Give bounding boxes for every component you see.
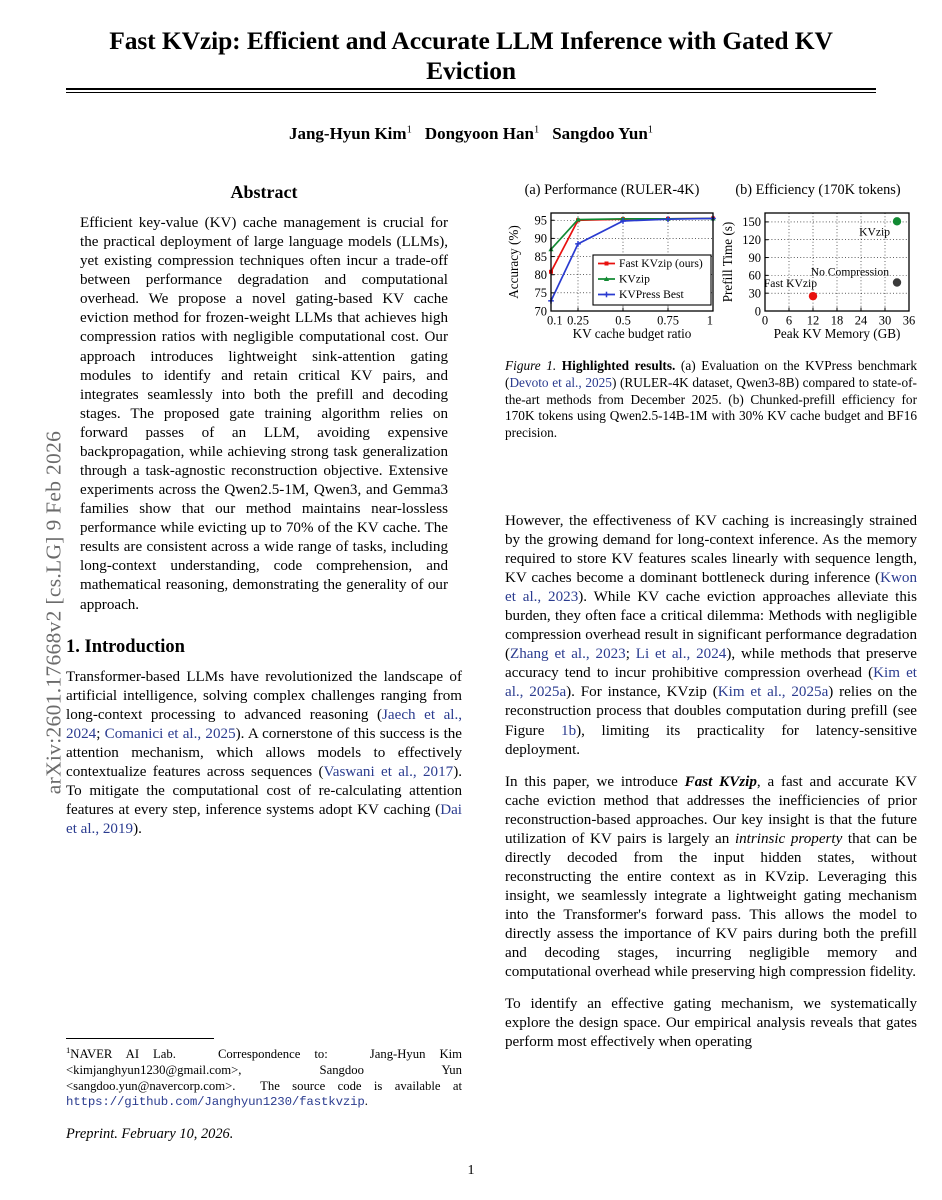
rp2-c: that can be directly decoded from the input hidden states, without reconstructing the entire context as in KVzip. Leveraging this insight, we seamlessly integrate a lightweight gating mechanism into the Transformer's forward pass. This allows the model to directly assess the importance of KV pairs during both the prefill and decoding stages, incurring negligible memory and computational overhead while preserving high compression fidelity. [505, 830, 917, 981]
rp1-c: ; [625, 646, 636, 663]
citation-kim-b[interactable]: Kim et al., 2025a [717, 684, 829, 701]
intro-text-b: ; [96, 725, 105, 742]
author-list [66, 124, 876, 144]
svg-text:30: 30 [878, 313, 892, 328]
intro-paragraph-1 [66, 668, 462, 839]
citation-dai[interactable]: Dai et al., 2019 [66, 801, 462, 838]
right-paragraph-3: To identify an effective gating mechanism, we systematically explore the design space. Our empirical analysis reveals that gates perform most effectively when operating [505, 996, 917, 1051]
citation-comanici[interactable]: Comanici et al., 2025 [104, 725, 236, 742]
svg-text:Peak KV Memory (GB): Peak KV Memory (GB) [773, 326, 901, 341]
svg-text:KVzip: KVzip [859, 225, 890, 239]
svg-text:Accuracy (%): Accuracy (%) [506, 225, 521, 299]
panel-b-title: (b) Efficiency (170K tokens) [735, 182, 901, 198]
author-3: Sangdoo Yun [552, 124, 648, 143]
svg-text:75: 75 [534, 286, 547, 301]
svg-text:60: 60 [748, 268, 761, 283]
author-2: Dongyoon Han [424, 124, 534, 143]
citation-jaech[interactable]: Jaech et al., 2024 [66, 706, 463, 742]
method-name: Fast KVzip [684, 773, 757, 790]
efficiency-scatter-chart [719, 203, 917, 348]
svg-text:No Compression: No Compression [810, 265, 889, 279]
performance-line-chart [505, 203, 719, 348]
rp1-f: ) relies on the reconstruction process that doubles computation during prefill (see Figure [505, 684, 918, 739]
svg-text:30: 30 [748, 286, 761, 301]
figure-caption-bold: Highlighted results. [561, 358, 676, 373]
right-paragraph-2 [505, 773, 917, 983]
arxiv-stamp: arXiv:2601.17668v2 [cs.LG] 9 Feb 2026 [41, 430, 66, 795]
svg-text:95: 95 [534, 213, 547, 228]
footnote-affiliation: NAVER AI Lab. [70, 1047, 176, 1062]
title-rule [66, 88, 876, 93]
svg-text:KV cache budget ratio: KV cache budget ratio [572, 326, 692, 341]
page-title: Fast KVzip: Efficient and Accurate LLM Inference with Gated KV Eviction [109, 26, 833, 85]
svg-text:0: 0 [761, 313, 769, 328]
rp1-b: ). While KV cache eviction approaches alleviate this burden, they often face a critical dilemma: Methods with negligible compression overhead result in significant performance degradation ( [505, 589, 917, 663]
citation-zhang[interactable]: Zhang et al., 2023 [510, 646, 626, 663]
svg-text:150: 150 [742, 215, 761, 230]
svg-text:KVzip: KVzip [619, 272, 650, 286]
intro-text-a: Transformer-based LLMs have revolutionized the landscape of artificial intelligence, solving complex challenges ranging from long-context processing to advanced reasoning ( [66, 668, 462, 723]
source-code-url[interactable]: https://github.com/Janghyun1230/fastkvzip [66, 1095, 365, 1110]
author-1: Jang-Hyun Kim [288, 124, 407, 143]
preprint-line: Preprint. February 10, 2026. [66, 1126, 234, 1142]
abstract-heading: Abstract [230, 182, 298, 202]
svg-text:0.75: 0.75 [657, 313, 679, 328]
svg-text:0.5: 0.5 [615, 313, 631, 328]
rp1-d: ), while methods that preserve accuracy tend to incur prohibitive compression overhead ( [505, 646, 918, 682]
rp1-e: ). For instance, KVzip ( [566, 684, 718, 701]
author-3-affil: 1 [647, 124, 654, 136]
figure-label: Figure 1. [505, 358, 557, 373]
footnote-marker: 1 [66, 1045, 71, 1055]
intro-text-c: ). A cornerstone of this success is the attention mechanism, which allows models to effectively contextualize features across sequences ( [66, 725, 463, 780]
figure-ref-1b[interactable]: 1b [561, 722, 577, 739]
figure-panel-titles [505, 182, 917, 199]
svg-text:90: 90 [534, 231, 547, 246]
rp1-a: However, the effectiveness of KV caching is increasingly strained by the growing demand for long-context inference. As the memory required to store KV features scales linearly with sequence length, KV caches become a dominant bottleneck during inference ( [505, 513, 917, 587]
svg-text:36: 36 [902, 313, 916, 328]
svg-text:80: 80 [534, 268, 547, 283]
svg-text:70: 70 [534, 304, 547, 319]
abstract-text: Efficient key-value (KV) cache management is crucial for the practical deployment of large language models (LLMs), yet existing compression techniques often incur a trade-off between performance degradation and computational overhead. We propose a novel gating-based KV cache eviction method for frozen-weight LLMs that achieves high compression ratios with negligible computational cost. Our approach introduces lightweight sink-attention gating modules to identify and retain critical KV pairs, and integrates seamlessly into both the prefill and decoding stages. The proposed gate training algorithm relies on forward passes of an LLM, avoiding expensive backpropagation, while achieving strong task generalization through a task-agnostic reconstruction objective. Extensive experiments across the Qwen2.5-1M, Qwen3, and Gemma3 families show that our method maintains near-lossless performance while evicting up to 70% of the KV cache. The results are consistent across a wide range of tasks, including long-context understanding, code comprehension, and mathematical reasoning, demonstrating the generality of our approach. [80, 215, 448, 613]
left-column [66, 182, 462, 839]
figure-caption [505, 358, 917, 442]
citation-vaswani[interactable]: Vaswani et al., 2017 [323, 763, 454, 780]
intrinsic-property-emphasis: intrinsic property [734, 830, 843, 847]
author-1-affil: 1 [406, 124, 412, 136]
svg-text:24: 24 [854, 313, 868, 328]
footnote-correspondence-label: Correspondence to: [217, 1047, 328, 1062]
chart-panel-a [505, 203, 719, 353]
citation-kim-a[interactable]: Kim et al., 2025a [505, 665, 917, 701]
chart-panel-b [719, 203, 917, 353]
svg-text:0.25: 0.25 [567, 313, 589, 328]
svg-text:0: 0 [754, 304, 761, 319]
svg-text:1: 1 [706, 313, 713, 328]
rp2-a: In this paper, we introduce [505, 773, 685, 790]
intro-text-d: ). To mitigate the computational cost of re-calculating attention features at every step, inference systems adopt KV caching ( [66, 763, 463, 818]
footnote-period: . [364, 1094, 368, 1109]
figure-1 [505, 182, 917, 353]
svg-text:Fast KVzip (ours): Fast KVzip (ours) [619, 257, 703, 270]
svg-text:Fast KVzip: Fast KVzip [763, 277, 817, 291]
svg-text:0.1: 0.1 [547, 313, 563, 328]
footnote-text [66, 1045, 462, 1111]
right-column [505, 512, 917, 1052]
citation-kwon[interactable]: Kwon et al., 2023 [505, 570, 917, 606]
svg-text:12: 12 [806, 313, 820, 328]
figure-caption-b: ) (RULER-4K dataset, Qwen3-8B) compared to state-of-the-art methods from December 2025. (b) Chunked-prefill efficiency for 170K tokens using Qwen2.5-14B-1M with 30% KV cache budget and BF16 precision. [505, 374, 917, 441]
footnote-emails: Jang-Hyun Kim <kimjanghyun1230@gmail.com>, Sangdoo Yun <sangdoo.yun@navercorp.com>. [66, 1047, 463, 1093]
svg-text:6: 6 [785, 313, 793, 328]
section-heading-introduction: 1. Introduction [66, 636, 185, 657]
svg-text:KVPress Best: KVPress Best [619, 288, 684, 301]
svg-text:85: 85 [534, 249, 547, 264]
footnote-rule [66, 1038, 214, 1039]
svg-text:Prefill Time (s): Prefill Time (s) [720, 221, 735, 303]
page-number: 1 [467, 1163, 475, 1178]
svg-text:120: 120 [742, 233, 761, 248]
author-2-affil: 1 [533, 124, 540, 136]
rp2-b: , a fast and accurate KV cache eviction method that addresses the inefficiencies of prior reconstruction-based approaches. Our key insight is that the future utilization of KV pairs is largely an [505, 773, 917, 847]
intro-text-e: ). [133, 821, 142, 838]
panel-a-title: (a) Performance (RULER-4K) [524, 182, 700, 198]
footnote-block [66, 1038, 462, 1111]
citation-devoto[interactable]: Devoto et al., 2025 [509, 374, 612, 390]
svg-text:90: 90 [748, 250, 761, 265]
right-paragraph-1 [505, 512, 917, 760]
footnote-code-label: The source code is available at [260, 1078, 462, 1093]
rp1-g: ), limiting its practicality for latency-sensitive deployment. [505, 722, 917, 758]
figure-caption-a: (a) Evaluation on the KVPress benchmark ( [505, 358, 917, 390]
svg-text:18: 18 [830, 313, 844, 328]
citation-li[interactable]: Li et al., 2024 [635, 646, 727, 663]
